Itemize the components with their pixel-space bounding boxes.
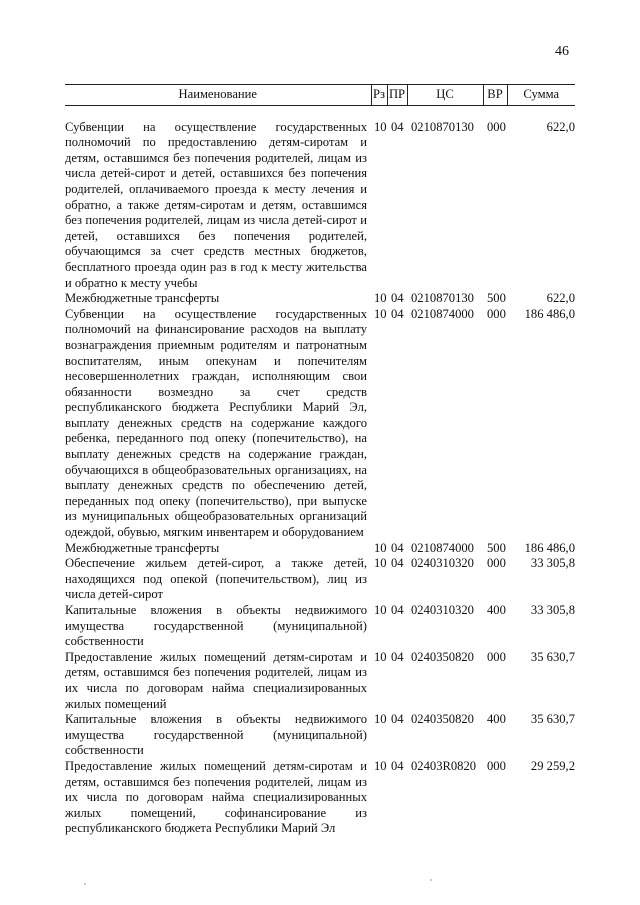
header-sum: Сумма: [507, 85, 575, 106]
cell-sum: 622,0: [546, 119, 575, 134]
cell-rz: 10: [374, 603, 387, 617]
cell-name: Капитальные вложения в объекты недвижимого имущества государственной (муниципальной) собственности: [65, 603, 367, 649]
cell-cs: 02403R0820: [411, 758, 477, 773]
cell-cs: 0210874000: [411, 306, 474, 321]
cell-cs: 0240350820: [411, 712, 474, 727]
cell-name: Межбюджетные трансферты: [65, 540, 220, 555]
table-row: [65, 712, 575, 759]
cell-sum: 622,0: [546, 291, 575, 306]
cell-vr: 400: [487, 712, 506, 727]
cell-vr: 400: [487, 603, 506, 617]
cell-rz: 10: [374, 119, 387, 134]
cell-name: Субвенции на осуществление государственных полномочий по предоставлению детям-сиротам и детям, оставшимся без попечения родителей, лицам из числа детей-сирот и детей, оставшихся без попечения родителей, оплачиваемого проезда к месту лечения и обратно, а также детям-сиротам и детям, оставшимся без попечения родителей, лицам из числа детей-сирот и детей, оставшихся без попечения родителей, обучающимся за счет средств местных бюджетов, бесплатного проезда один раз в год к месту жительства и обратно к месту учебы: [65, 119, 367, 290]
table-row: [65, 105, 575, 291]
cell-cs: 0210870130: [411, 119, 474, 134]
cell-name: Предоставление жилых помещений детям-сиротам и детям, оставшимся без попечения родителей, лицам из их числа по договорам найма специализированных жилых помещений, софинансирование из республиканского бюджета Республики Марий Эл: [65, 758, 367, 836]
header-rz: Рз: [371, 85, 387, 106]
cell-rz: 10: [374, 291, 387, 306]
cell-sum: 29 259,2: [530, 758, 575, 773]
table-row: [65, 759, 575, 837]
cell-sum: 35 630,7: [530, 649, 575, 664]
table-row: [65, 291, 575, 307]
table-row: [65, 603, 575, 650]
cell-vr: 500: [487, 540, 506, 555]
cell-sum: 33 305,8: [530, 603, 575, 617]
cell-vr: 000: [487, 556, 506, 571]
table-row: [65, 307, 575, 541]
budget-table: [65, 84, 575, 837]
table-body: [65, 105, 575, 837]
cell-pr: 04: [391, 291, 404, 306]
cell-name: Межбюджетные трансферты: [65, 291, 220, 306]
cell-name: Предоставление жилых помещений детям-сиротам и детям, оставшимся без попечения родителей, лицам из их числа по договорам найма специализированных жилых помещений: [65, 649, 367, 711]
cell-vr: 000: [487, 306, 506, 321]
cell-pr: 04: [391, 712, 404, 727]
table-row: [65, 650, 575, 712]
cell-name: Обеспечение жильем детей-сирот, а также детей, находящихся под опекой (попечительством), лиц из числа детей-сирот: [65, 556, 367, 602]
table-row: [65, 556, 575, 603]
page-number: 46: [555, 44, 569, 59]
cell-rz: 10: [374, 556, 387, 571]
cell-cs: 0210874000: [411, 540, 474, 555]
cell-name: Капитальные вложения в объекты недвижимого имущества государственной (муниципальной) собственности: [65, 712, 367, 758]
cell-vr: 000: [487, 758, 506, 773]
cell-sum: 33 305,8: [530, 556, 575, 571]
cell-rz: 10: [374, 712, 387, 727]
table-header-row: [65, 85, 575, 106]
cell-cs: 0240310320: [411, 556, 474, 571]
cell-name: Субвенции на осуществление государственных полномочий на финансирование расходов на выплату вознаграждения приемным родителям и патронатным воспитателям, иным опекунам и попечителям несовершеннолетних граждан, исполняющим свои обязанности возмездно за счет средств республиканского бюджета Республики Марий Эл, выплату денежных средств на содержание каждого ребенка, переданного под опеку (попечительство), на выплату денежных средств на содержание граждан, обучающихся в общеобразовательных организациях, на выплату денежных средств по обеспечению детей, переданных под опеку (попечительство), при выпуске из муниципальных общеобразовательных организаций одеждой, обувью, мягким инвентарем и оборудованием: [65, 306, 367, 540]
header-pr: ПР: [387, 85, 407, 106]
scan-speck: [84, 883, 86, 885]
cell-sum: 186 486,0: [524, 306, 575, 321]
cell-rz: 10: [374, 540, 387, 555]
cell-cs: 0240350820: [411, 649, 474, 664]
table-row: [65, 541, 575, 557]
cell-pr: 04: [391, 556, 404, 571]
cell-rz: 10: [374, 649, 387, 664]
cell-pr: 04: [391, 758, 404, 773]
cell-rz: 10: [374, 306, 387, 321]
cell-vr: 500: [487, 291, 506, 306]
cell-sum: 186 486,0: [524, 540, 575, 555]
header-name: Наименование: [65, 85, 371, 106]
cell-pr: 04: [391, 306, 404, 321]
cell-pr: 04: [391, 119, 404, 134]
cell-sum: 35 630,7: [530, 712, 575, 727]
cell-cs: 0210870130: [411, 291, 474, 306]
scan-speck: [430, 879, 432, 881]
cell-pr: 04: [391, 603, 404, 617]
cell-pr: 04: [391, 649, 404, 664]
cell-cs: 0240310320: [411, 603, 474, 617]
header-cs: ЦС: [407, 85, 483, 106]
cell-rz: 10: [374, 758, 387, 773]
header-vr: ВР: [483, 85, 507, 106]
cell-vr: 000: [487, 119, 506, 134]
cell-pr: 04: [391, 540, 404, 555]
cell-vr: 000: [487, 649, 506, 664]
